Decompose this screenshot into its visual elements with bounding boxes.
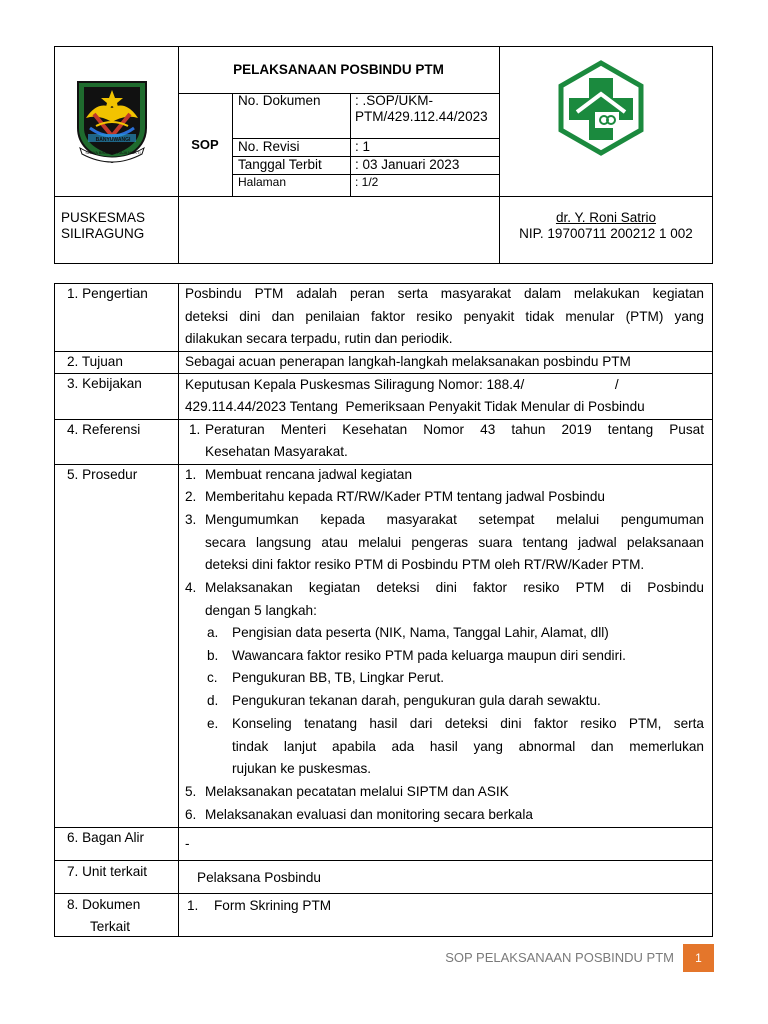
field-value-no-revisi: : 1 — [355, 139, 371, 154]
referensi-text-line: Peraturan Menteri Kesehatan Nomor 43 tahun 2019 tentang Pusat — [205, 422, 704, 437]
prosedur-step: Mengumumkan kepada masyarakat setempat melalui pengumuman — [205, 512, 704, 527]
signer-name: dr. Y. Roni Satrio — [555, 210, 657, 225]
prosedur-number: 6. — [185, 807, 197, 822]
field-label-no-revisi: No. Revisi — [238, 139, 300, 154]
prosedur-step: Memberitahu kepada RT/RW/Kader PTM tentang jadwal Posbindu — [205, 489, 605, 504]
footer-text: SOP PELAKSANAAN POSBINDU PTM — [445, 950, 674, 965]
table-column-divider — [178, 283, 179, 937]
org-name-line2: SILIRAGUNG — [61, 226, 145, 241]
bagan-alir-value: - — [185, 836, 190, 851]
prosedur-substep: Konseling tenatang hasil dari deteksi dini faktor resiko PTM, serta — [232, 716, 704, 731]
prosedur-substep: Pengukuran tekanan darah, pengukuran gula darah sewaktu. — [232, 693, 601, 708]
prosedur-step: dengan 5 langkah: — [205, 603, 317, 618]
row-label-referensi: 4. Referensi — [67, 422, 141, 437]
field-divider — [350, 93, 351, 196]
kebijakan-text-line: Keputusan Kepala Puskesmas Siliragung Nomor: 188.4/ / — [185, 377, 619, 392]
page-number-badge: 1 — [683, 944, 714, 972]
prosedur-step: deteksi dini faktor resiko PTM di Posbindu PTM oleh RT/RW/Kader PTM. — [205, 557, 645, 572]
prosedur-substep: Pengukuran BB, TB, Lingkar Perut. — [232, 670, 445, 685]
prosedur-subletter: a. — [207, 625, 219, 640]
pengertian-text-line: dilakukan secara terpadu, rutin dan periodik. — [185, 331, 453, 346]
table-row-line — [54, 860, 713, 861]
unit-terkait-value: Pelaksana Posbindu — [197, 870, 321, 885]
prosedur-substep: tindak lanjut apabila ada hasil yang abnormal dan memerlukan — [232, 739, 704, 754]
emblem-motto-text: SATYA BHAKTI PRAJA MUKTI — [85, 150, 141, 155]
prosedur-step: Melaksanakan pecatatan melalui SIPTM dan ASIK — [205, 784, 509, 799]
prosedur-step: Melaksanakan evaluasi dan monitoring secara berkala — [205, 807, 533, 822]
field-value-halaman: : 1/2 — [355, 175, 379, 189]
prosedur-substep: Pengisian data peserta (NIK, Nama, Tanggal Lahir, Alamat, dll) — [232, 625, 609, 640]
row-label-tujuan: 2. Tujuan — [67, 354, 123, 369]
field-label-tanggal-terbit: Tanggal Terbit — [238, 157, 322, 172]
prosedur-number: 2. — [185, 489, 197, 504]
field-label-no-dokumen: No. Dokumen — [238, 93, 321, 108]
field-value-tanggal-terbit: : 03 Januari 2023 — [355, 157, 460, 172]
prosedur-substep: Wawancara faktor resiko PTM pada keluarga maupun diri sendiri. — [232, 648, 626, 663]
prosedur-step: secara langsung atau melalui pengeras suara tentang jadwal pelaksanaan — [205, 535, 704, 550]
prosedur-step: Melaksanakan kegiatan deteksi dini faktor resiko PTM di Posbindu — [205, 580, 704, 595]
referensi-number: 1. — [189, 422, 201, 437]
prosedur-subletter: d. — [207, 693, 219, 708]
pengertian-text-line: deteksi dini dan penilaian faktor resiko penyakit tidak menular (PTM) yang — [185, 309, 704, 324]
emblem-ribbon-text: BANYUWANGI — [95, 137, 131, 143]
page-title: PELAKSANAAN POSBINDU PTM — [233, 62, 444, 77]
prosedur-number: 3. — [185, 512, 197, 527]
row-label-prosedur: 5. Prosedur — [67, 467, 138, 482]
prosedur-substep: rujukan ke puskesmas. — [232, 761, 372, 776]
puskesmas-logo-icon — [555, 60, 647, 156]
table-row-line — [54, 827, 713, 828]
row-label-dokumen: 8. Dokumen — [67, 897, 141, 912]
prosedur-number: 1. — [185, 467, 197, 482]
tujuan-text: Sebagai acuan penerapan langkah-langkah melaksanakan posbindu PTM — [185, 354, 631, 369]
pengertian-text-line: Posbindu PTM adalah peran serta masyarakat dalam melakukan kegiatan — [185, 286, 704, 301]
prosedur-subletter: e. — [207, 716, 219, 731]
org-name-line1: PUSKESMAS — [61, 210, 146, 225]
row-label-unit-terkait: 7. Unit terkait — [67, 864, 148, 879]
signer-nip: NIP. 19700711 200212 1 002 — [519, 226, 693, 241]
row-label-pengertian: 1. Pengertian — [67, 286, 148, 301]
referensi-text-line: Kesehatan Masyarakat. — [205, 444, 348, 459]
prosedur-number: 4. — [185, 580, 197, 595]
kebijakan-text-line: 429.114.44/2023 Tentang Pemeriksaan Penyakit Tidak Menular di Posbindu — [185, 399, 645, 414]
prosedur-step: Membuat rencana jadwal kegiatan — [205, 467, 413, 482]
header-divider-main — [54, 196, 713, 197]
row-label-kebijakan: 3. Kebijakan — [67, 376, 142, 391]
field-value-no-dokumen: : .SOP/UKM-PTM/429.112.44/2023 — [355, 93, 488, 124]
row-label-bagan-alir: 6. Bagan Alir — [67, 830, 145, 845]
header-divider-left — [178, 46, 179, 264]
sop-divider — [232, 93, 233, 196]
prosedur-subletter: b. — [207, 648, 219, 663]
sop-label: SOP — [191, 137, 219, 152]
dokumen-terkait-number: 1. — [187, 898, 199, 913]
table-row-line — [54, 893, 713, 894]
prosedur-number: 5. — [185, 784, 197, 799]
prosedur-subletter: c. — [207, 670, 218, 685]
row-label-terkait: Terkait — [90, 919, 131, 934]
dokumen-terkait-value: Form Skrining PTM — [214, 898, 332, 913]
field-label-halaman: Halaman — [238, 175, 287, 189]
